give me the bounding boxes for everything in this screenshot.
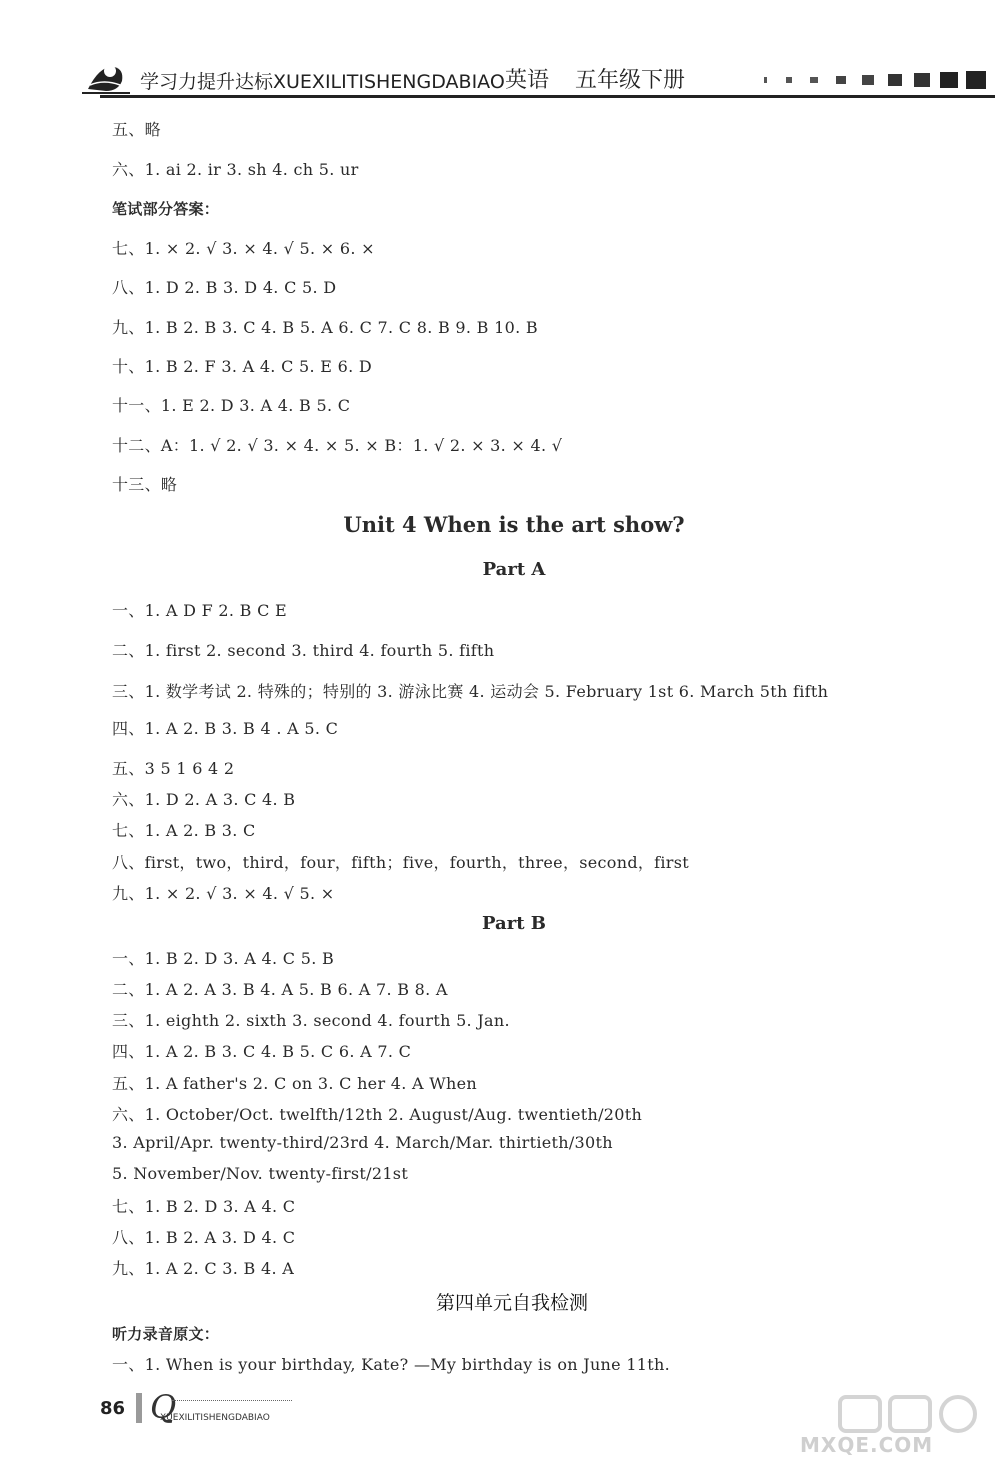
- answer-line: 十三、略: [112, 475, 178, 494]
- answer-line: 一、1. B 2. D 3. A 4. C 5. B: [112, 949, 335, 968]
- answer-line: 三、1. 数学考试 2. 特殊的；特别的 3. 游泳比赛 4. 运动会 5. February 1st 6. March 5th fifth: [112, 682, 829, 701]
- student-reading-logo-icon: [80, 55, 132, 95]
- answer-line: 六、1. ai 2. ir 3. sh 4. ch 5. ur: [112, 160, 359, 179]
- watermark-emblem-icon: [790, 1395, 990, 1435]
- footer-logo-letter: Q: [150, 1388, 177, 1426]
- answer-line: 5. November/Nov. twenty-first/21st: [112, 1164, 409, 1183]
- self-test-title: 第四单元自我检测: [435, 1292, 588, 1314]
- listening-label: 听力录音原文：: [112, 1325, 220, 1343]
- watermark: [790, 1395, 990, 1460]
- answer-line: 3. April/Apr. twenty-third/23rd 4. March/Mar. thirtieth/30th: [112, 1133, 613, 1152]
- part-a-title: Part A: [482, 559, 546, 580]
- answer-line: 九、1. A 2. C 3. B 4. A: [112, 1259, 295, 1278]
- answer-line: 三、1. eighth 2. sixth 3. second 4. fourth 5. Jan.: [112, 1011, 510, 1030]
- answer-line: 九、1. × 2. √ 3. × 4. √ 5. ×: [112, 884, 335, 903]
- answer-line: 九、1. B 2. B 3. C 4. B 5. A 6. C 7. C 8. B 9. B 10. B: [112, 318, 538, 337]
- answer-line: 四、1. A 2. B 3. C 4. B 5. C 6. A 7. C: [112, 1042, 412, 1061]
- answer-line: 一、1. When is your birthday, Kate? —My birthday is on June 11th.: [112, 1355, 671, 1374]
- page-header: [80, 55, 995, 100]
- unit-title: Unit 4 When is the art show?: [343, 512, 685, 537]
- answer-line: 五、1. A father's 2. C on 3. C her 4. A When: [112, 1074, 478, 1093]
- answer-line: 七、1. × 2. √ 3. × 4. √ 5. × 6. ×: [112, 239, 375, 258]
- grade-label: 五年级下册: [575, 68, 686, 93]
- answer-line: 二、1. first 2. second 3. third 4. fourth 5. fifth: [112, 641, 495, 660]
- footer-bar: [136, 1393, 142, 1423]
- answer-line: 五、略: [112, 120, 161, 139]
- answer-line: 六、1. D 2. A 3. C 4. B: [112, 790, 296, 809]
- part-b-title: Part B: [482, 913, 546, 934]
- answer-line: 七、1. B 2. D 3. A 4. C: [112, 1197, 296, 1216]
- brand-title: 学习力提升达标XUEXILITISHENGDABIAO: [140, 71, 505, 93]
- footer-logo-text: XUEXILITISHENGDABIAO: [160, 1413, 270, 1423]
- answer-line: 五、3 5 1 6 4 2: [112, 759, 235, 778]
- subject-label: 英语: [505, 68, 550, 93]
- answer-line: 八、1. D 2. B 3. D 4. C 5. D: [112, 278, 337, 297]
- answer-line: 十一、1. E 2. D 3. A 4. B 5. C: [112, 396, 351, 415]
- answer-line: 十、1. B 2. F 3. A 4. C 5. E 6. D: [112, 357, 373, 376]
- answer-line: 十二、A：1. √ 2. √ 3. × 4. × 5. × B：1. √ 2. × 3. × 4. √: [112, 436, 563, 455]
- footer-dotted-line: [172, 1400, 292, 1401]
- watermark-text: MXQE.COM: [800, 1433, 934, 1457]
- answer-line: 二、1. A 2. A 3. B 4. A 5. B 6. A 7. B 8. A: [112, 980, 448, 999]
- page-number: 86: [100, 1398, 126, 1419]
- header-divider: [100, 95, 995, 98]
- answer-line: 六、1. October/Oct. twelfth/12th 2. August/Aug. twentieth/20th: [112, 1105, 643, 1124]
- answer-line: 八、1. B 2. A 3. D 4. C: [112, 1228, 296, 1247]
- written-section-label: 笔试部分答案：: [112, 200, 220, 218]
- footer-logo: [150, 1388, 310, 1428]
- answer-line: 七、1. A 2. B 3. C: [112, 821, 256, 840]
- decorative-squares-icon: [760, 69, 995, 91]
- answer-line: 四、1. A 2. B 3. B 4 . A 5. C: [112, 719, 339, 738]
- answer-line: 一、1. A D F 2. B C E: [112, 601, 287, 620]
- answer-line: 八、first，two，third，four，fifth；five，fourth，three，second，first: [112, 853, 689, 872]
